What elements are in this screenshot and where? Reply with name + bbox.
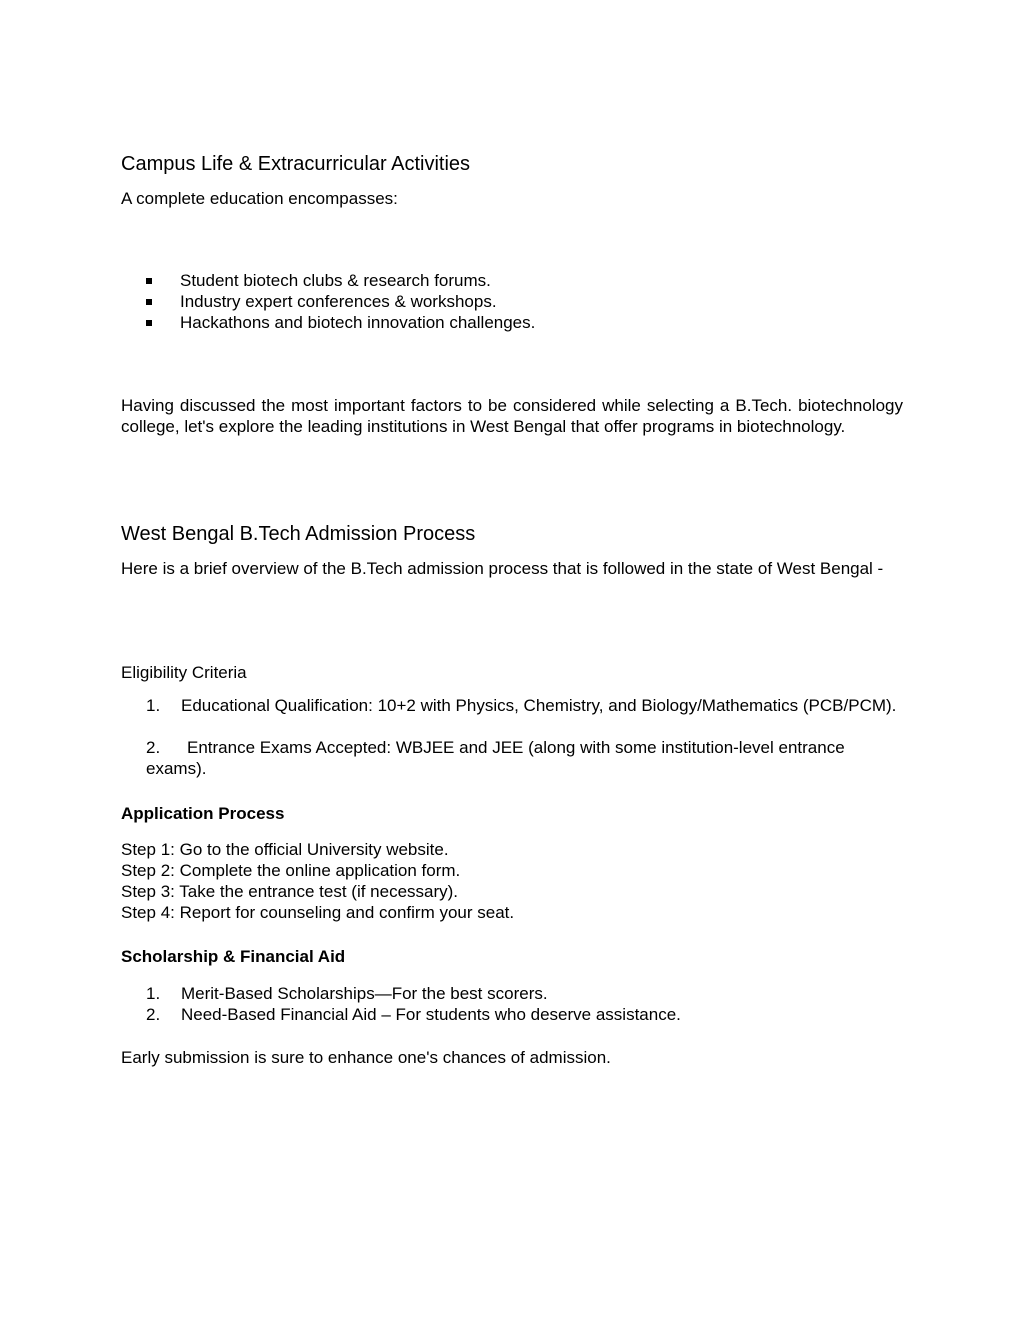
list-item-text: Need-Based Financial Aid – For students who deserve assistance. <box>181 1005 681 1024</box>
numbered-item <box>146 737 906 779</box>
transition-paragraph: Having discussed the most important factors to be considered while selecting a B.Tech. biotechnology college, let's explore the leading institutions in West Bengal that offer programs in biotechnology. <box>121 396 903 436</box>
square-bullet-icon <box>146 320 152 326</box>
admission-intro: Here is a brief overview of the B.Tech admission process that is followed in the state of West Bengal - <box>121 559 884 578</box>
list-number: 2. <box>146 738 161 757</box>
step-line: Step 3: Take the entrance test (if necessary). <box>121 882 459 901</box>
list-number: 1. <box>146 984 161 1003</box>
campus-intro: A complete education encompasses: <box>121 189 398 208</box>
square-bullet-icon <box>146 299 152 305</box>
square-bullet-icon <box>146 278 152 284</box>
application-heading: Application Process <box>121 804 285 823</box>
section-heading-campus-life: Campus Life & Extracurricular Activities <box>121 153 471 175</box>
application-steps <box>121 839 514 923</box>
step-line: Step 4: Report for counseling and confirm your seat. <box>121 903 515 922</box>
list-item-text: Entrance Exams Accepted: WBJEE and JEE (along with some institution-level entrance exams). <box>146 738 845 778</box>
step-line: Step 1: Go to the official University website. <box>121 840 449 859</box>
numbered-item <box>146 983 906 1004</box>
bullet-item: Industry expert conferences & workshops. <box>146 291 497 312</box>
list-number: 1. <box>146 696 161 715</box>
bullet-item: Hackathons and biotech innovation challenges. <box>146 312 535 333</box>
numbered-item <box>146 1004 906 1025</box>
section-heading-admission-process: West Bengal B.Tech Admission Process <box>121 523 476 545</box>
closing-sentence: Early submission is sure to enhance one's chances of admission. <box>121 1048 611 1067</box>
eligibility-heading: Eligibility Criteria <box>121 663 247 682</box>
numbered-item <box>146 695 906 716</box>
step-line: Step 2: Complete the online application form. <box>121 861 461 880</box>
list-item-text: Merit-Based Scholarships—For the best scorers. <box>181 984 548 1003</box>
bullet-item: Student biotech clubs & research forums. <box>146 270 491 291</box>
list-item-text: Educational Qualification: 10+2 with Physics, Chemistry, and Biology/Mathematics (PCB/PCM). <box>181 696 897 715</box>
list-number: 2. <box>146 1005 161 1024</box>
scholarship-heading: Scholarship & Financial Aid <box>121 947 346 966</box>
